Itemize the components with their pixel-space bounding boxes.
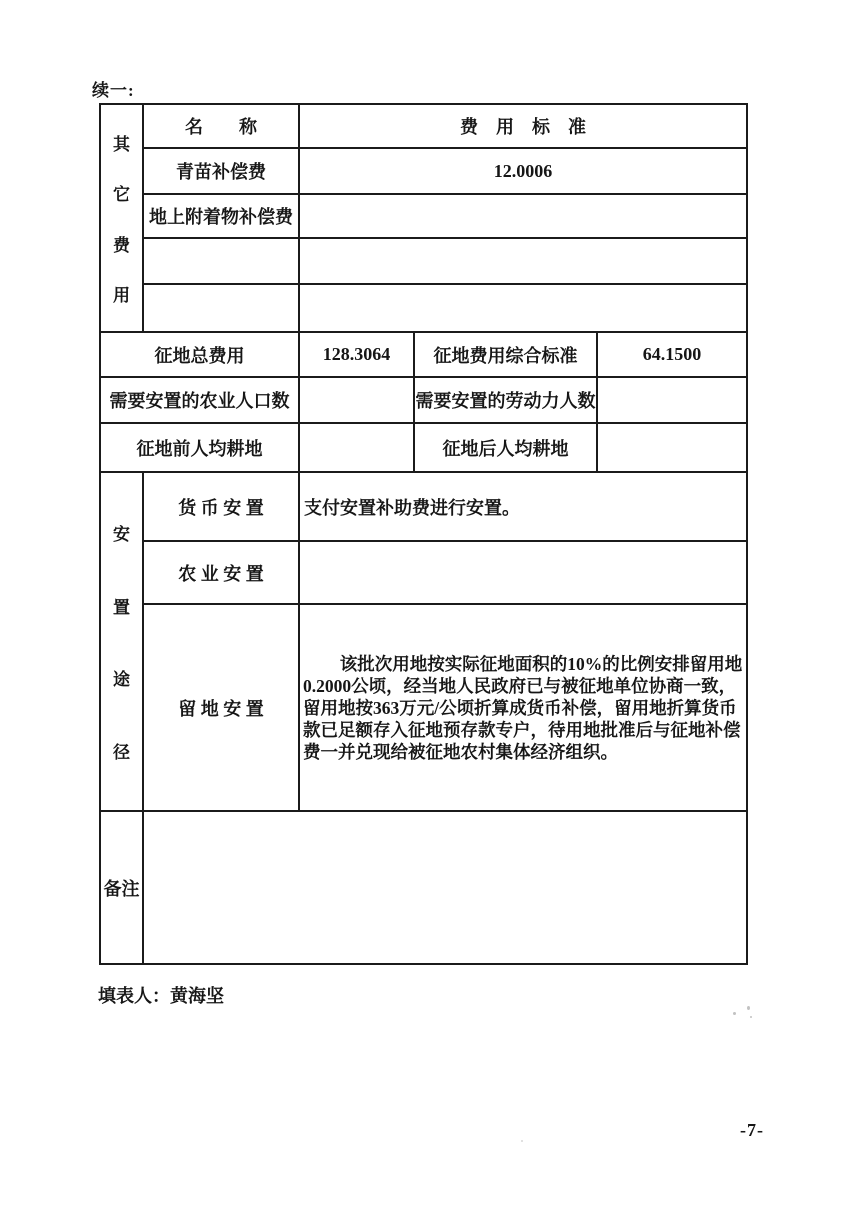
fee-value-cell <box>300 195 746 239</box>
fee-value-cell <box>300 239 746 285</box>
land-retention-content <box>300 605 746 810</box>
vertical-char: 置 <box>113 597 130 617</box>
land-expropriation-fee-table <box>99 103 748 965</box>
vertical-char: 径 <box>113 742 130 762</box>
form-filler-line <box>98 982 224 1008</box>
paragraph-line: 留用地按363万元/公顷折算成货币补偿，留用地折算货币 <box>303 697 737 718</box>
agri-population-value <box>300 378 415 424</box>
remarks-label: 备注 <box>101 812 144 963</box>
land-retention-label: 留 地 安 置 <box>144 605 300 810</box>
vertical-char: 它 <box>113 185 130 205</box>
scan-speck <box>521 1140 523 1142</box>
resettlement-vertical-label <box>101 473 144 810</box>
monetary-resettlement-content: 支付安置补助费进行安置。 <box>300 473 746 542</box>
paragraph-line: 0.2000公顷，经当地人民政府已与被征地单位协商一致， <box>303 675 737 696</box>
vertical-char: 途 <box>113 670 130 690</box>
agricultural-resettlement-content <box>300 542 746 605</box>
agricultural-resettlement-label: 农 业 安 置 <box>144 542 300 605</box>
vertical-char: 用 <box>113 285 130 305</box>
post-expropriation-land-label: 征地后人均耕地 <box>415 424 598 471</box>
continuation-label: 续一: <box>92 81 135 100</box>
labor-count-value <box>598 378 746 424</box>
composite-standard-value: 64.1500 <box>598 333 746 378</box>
fee-standard-header-cell: 费 用 标 准 <box>300 105 746 149</box>
resettlement-section <box>101 473 746 812</box>
vertical-char: 安 <box>113 525 130 545</box>
summary-section <box>101 333 746 473</box>
remarks-section <box>101 812 746 963</box>
fee-value-cell: 12.0006 <box>300 149 746 195</box>
scan-speck <box>750 1016 752 1018</box>
fee-name-cell: 青苗补偿费 <box>144 149 300 195</box>
fee-name-cell: 地上附着物补偿费 <box>144 195 300 239</box>
scan-speck <box>747 1006 750 1010</box>
paragraph-line: 款已足额存入征地预存款专户，待用地批准后与征地补偿 <box>303 719 741 740</box>
agri-population-label: 需要安置的农业人口数 <box>101 378 300 424</box>
paragraph-line: 费一并兑现给被征地农村集体经济组织。 <box>303 741 618 762</box>
monetary-resettlement-label: 货 币 安 置 <box>144 473 300 542</box>
total-cost-value: 128.3064 <box>300 333 415 378</box>
vertical-char: 费 <box>113 235 130 255</box>
page-number: -7- <box>740 1120 764 1140</box>
composite-standard-label: 征地费用综合标准 <box>415 333 598 378</box>
fee-name-cell <box>144 285 300 331</box>
post-expropriation-land-value <box>598 424 746 471</box>
form-filler-name: 黄海坚 <box>170 986 224 1006</box>
pre-expropriation-land-value <box>300 424 415 471</box>
scan-speck <box>733 1012 736 1015</box>
pre-expropriation-land-label: 征地前人均耕地 <box>101 424 300 471</box>
vertical-char: 其 <box>113 135 130 155</box>
paragraph-line: 该批次用地按实际征地面积的10%的比例安排留用地 <box>339 653 743 674</box>
remarks-content <box>144 812 746 963</box>
total-cost-label: 征地总费用 <box>101 333 300 378</box>
fee-name-cell <box>144 239 300 285</box>
other-fees-vertical-label <box>101 105 144 331</box>
fee-value-cell <box>300 285 746 331</box>
name-header-cell: 名 称 <box>144 105 300 149</box>
labor-count-label: 需要安置的劳动力人数 <box>415 378 598 424</box>
form-filler-label: 填表人： <box>98 986 170 1006</box>
other-fees-section <box>101 105 746 333</box>
